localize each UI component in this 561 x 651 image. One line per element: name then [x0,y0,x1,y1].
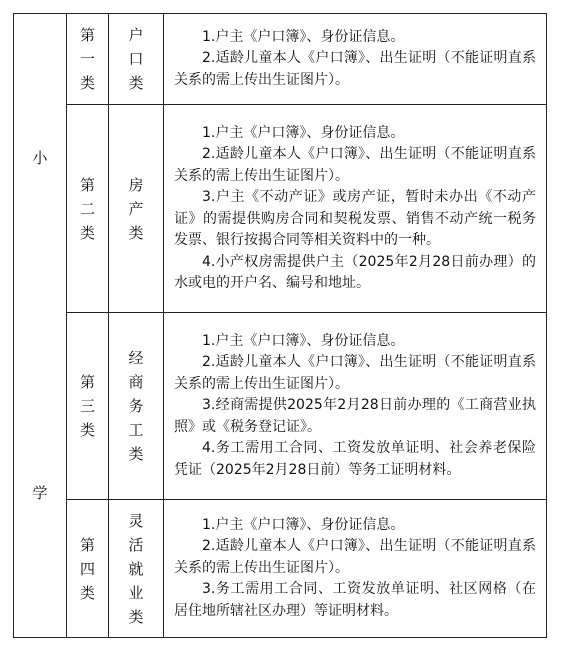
school-level-char: 小 [32,149,48,167]
requirement-item: 2.适龄儿童本人《户口簿》、出生证明（不能证明直系关系的需上传出生证图片）。 [174,50,536,88]
category-type-char: 类 [79,223,95,242]
category-type-char: 类 [79,74,95,92]
table-row [14,14,547,105]
category-name-char: 业 [128,583,144,602]
category-name-char: 类 [128,607,144,626]
category-type-cell [67,313,109,500]
category-type-char: 一 [79,50,95,68]
table-row [14,313,547,500]
category-type-char: 三 [79,397,95,415]
category-name-char: 就 [128,559,144,578]
category-name-char: 工 [128,421,144,439]
table-row [14,500,547,638]
requirement-item: 1.户主《户口簿》、身份证信息。 [202,124,405,141]
requirement-item: 4.务工需用工合同、工资发放单证明、社会养老保险凭证（2025年2月28日前）等务工证明材料。 [174,440,536,478]
requirements-cell [164,105,547,313]
category-name-char: 房 [128,175,144,194]
category-type-char: 类 [79,421,95,439]
category-type-cell [67,14,109,105]
category-name-char: 口 [128,50,144,68]
requirements-cell [164,313,547,500]
requirement-item: 1.户主《户口簿》、身份证信息。 [202,516,405,533]
category-name-char: 类 [128,74,144,92]
requirement-item: 3.经商需提供2025年2月28日前办理的《工商营业执照》或《税务登记证》。 [174,397,536,435]
requirement-item: 2.适龄儿童本人《户口簿》、出生证明（不能证明直系关系的需上传出生证图片）。 [174,354,536,392]
requirement-item: 4.小产权房需提供户主（2025年2月28日前办理）的水或电的开户名、编号和地址。 [174,253,536,291]
category-type-char: 四 [79,559,95,578]
category-name-char: 商 [128,373,144,391]
category-type-cell [67,105,109,313]
table-row [14,105,547,313]
category-name-cell [109,313,164,500]
requirement-item: 2.适龄儿童本人《户口簿》、出生证明（不能证明直系关系的需上传出生证图片）。 [174,146,536,184]
category-name-char: 务 [128,397,144,415]
requirement-item: 1.户主《户口簿》、身份证信息。 [202,332,405,349]
category-type-char: 类 [79,583,95,602]
category-type-char: 第 [79,373,95,391]
category-type-char: 第 [79,535,95,554]
category-name-cell [109,500,164,638]
category-type-cell [67,500,109,638]
category-type-char: 第 [79,26,95,44]
category-name-char: 类 [128,445,144,463]
requirement-item: 2.适龄儿童本人《户口簿》、出生证明（不能证明直系关系的需上传出生证图片）。 [174,538,536,576]
requirements-cell [164,500,547,638]
category-name-char: 产 [128,199,144,218]
requirement-item: 1.户主《户口簿》、身份证信息。 [202,28,405,45]
category-type-char: 第 [79,175,95,194]
requirements-cell [164,14,547,105]
category-name-cell [109,105,164,313]
enrollment-requirements-table [13,13,547,638]
requirement-item: 3.户主《不动产证》或房产证，暂时未办出《不动产证》的需提供购房合同和契税发票、销售不动产统一税务发票、银行按揭合同等相关资料中的一种。 [174,189,536,248]
category-name-char: 活 [128,535,144,554]
category-name-cell [109,14,164,105]
category-name-char: 类 [128,223,144,242]
category-name-char: 经 [128,349,144,367]
school-level-char: 学 [32,484,48,502]
requirement-item: 3.务工需用工合同、工资发放单证明、社区网格（在居住地所辖社区办理）等证明材料。 [174,581,536,619]
category-name-char: 灵 [128,511,144,530]
school-level-cell [14,14,67,638]
category-name-char: 户 [128,26,144,44]
category-type-char: 二 [79,199,95,218]
